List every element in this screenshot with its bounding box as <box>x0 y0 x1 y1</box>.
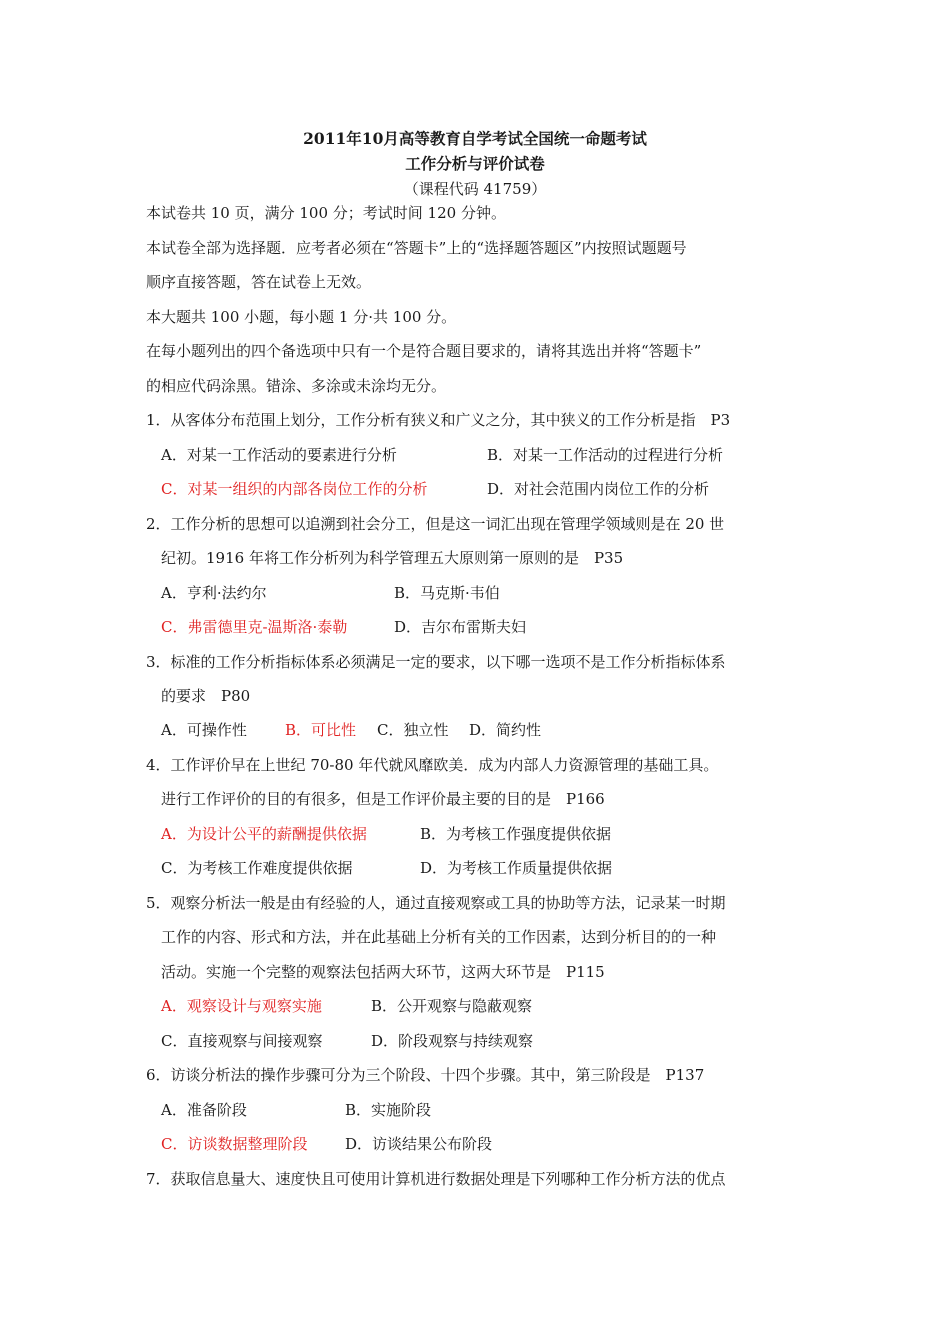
question-3-option-b-answer: B．可比性 <box>285 721 357 739</box>
question-4-option-c: C．为考核工作难度提供依据 <box>161 859 353 877</box>
question-5-stem: 工作的内容、形式和方法，并在此基础上分析有关的工作因素，达到分析目的的一种 <box>161 928 717 946</box>
question-4-option-a-answer: A．为设计公平的薪酬提供依据 <box>161 825 367 843</box>
question-4-stem: 进行工作评价的目的有很多，但是工作评价最主要的目的是 P166 <box>161 790 605 808</box>
question-6-stem: 6．访谈分析法的操作步骤可分为三个阶段、十四个步骤。其中，第三阶段是 P137 <box>146 1066 705 1084</box>
question-1-option-c-answer: C．对某一组织的内部各岗位工作的分析 <box>161 480 428 498</box>
question-2-option-b: B．马克斯·韦伯 <box>394 584 500 602</box>
question-5-option-d: D．阶段观察与持续观察 <box>371 1032 534 1050</box>
question-6-option-a: A．准备阶段 <box>161 1101 247 1119</box>
question-2-stem: 纪初。1916 年将工作分析列为科学管理五大原则第一原则的是 P35 <box>161 549 624 567</box>
question-5-option-a-answer: A．观察设计与观察实施 <box>161 997 322 1015</box>
question-2-option-a: A．亨利·法约尔 <box>161 584 267 602</box>
exam-subtitle: 工作分析与评价试卷 <box>405 154 545 173</box>
intro-line: 顺序直接答题，答在试卷上无效。 <box>146 273 372 291</box>
intro-line: 本试卷共 10 页，满分 100 分；考试时间 120 分钟。 <box>146 204 506 222</box>
question-3-option-d: D．简约性 <box>469 721 542 739</box>
exam-title: 2011年10月高等教育自学考试全国统一命题考试 <box>303 129 647 148</box>
question-3-option-c: C．独立性 <box>377 721 449 739</box>
question-1-option-a: A．对某一工作活动的要素进行分析 <box>161 446 397 464</box>
question-1-option-d: D．对社会范围内岗位工作的分析 <box>487 480 710 498</box>
question-3-stem: 的要求 P80 <box>161 687 251 705</box>
intro-line: 的相应代码涂黑。错涂、多涂或未涂均无分。 <box>146 377 447 395</box>
question-3-stem: 3．标准的工作分析指标体系必须满足一定的要求，以下哪一选项不是工作分析指标体系 <box>146 653 726 671</box>
question-2-stem: 2．工作分析的思想可以追溯到社会分工，但是这一词汇出现在管理学领域则是在 20 世 <box>146 515 725 533</box>
intro-line: 本大题共 100 小题，每小题 1 分·共 100 分。 <box>146 308 457 326</box>
question-5-stem: 活动。实施一个完整的观察法包括两大环节，这两大环节是 P115 <box>161 963 605 981</box>
question-5-option-b: B．公开观察与隐蔽观察 <box>371 997 533 1015</box>
question-6-option-b: B．实施阶段 <box>345 1101 432 1119</box>
question-1-stem: 1．从客体分布范围上划分，工作分析有狭义和广义之分，其中狭义的工作分析是指 P3 <box>146 411 731 429</box>
question-4-stem: 4．工作评价早在上世纪 70-80 年代就风靡欧美．成为内部人力资源管理的基础工具。 <box>146 756 719 774</box>
question-7-stem: 7．获取信息量大、速度快且可使用计算机进行数据处理是下列哪种工作分析方法的优点 <box>146 1170 726 1188</box>
course-code: （课程代码 41759） <box>403 180 547 198</box>
question-6-option-d: D．访谈结果公布阶段 <box>345 1135 493 1153</box>
intro-line: 本试卷全部为选择题．应考者必须在“答题卡”上的“选择题答题区”内按照试题题号 <box>146 239 687 257</box>
question-4-option-b: B．为考核工作强度提供依据 <box>420 825 612 843</box>
question-2-option-c-answer: C．弗雷德里克-温斯洛·泰勒 <box>161 618 348 636</box>
question-2-option-d: D．吉尔布雷斯夫妇 <box>394 618 527 636</box>
question-5-option-c: C．直接观察与间接观察 <box>161 1032 323 1050</box>
question-1-option-b: B．对某一工作活动的过程进行分析 <box>487 446 724 464</box>
question-4-option-d: D．为考核工作质量提供依据 <box>420 859 613 877</box>
question-6-option-c-answer: C．访谈数据整理阶段 <box>161 1135 308 1153</box>
question-5-stem: 5．观察分析法一般是由有经验的人，通过直接观察或工具的协助等方法，记录某一时期 <box>146 894 726 912</box>
intro-line: 在每小题列出的四个备选项中只有一个是符合题目要求的，请将其选出并将“答题卡” <box>146 342 702 360</box>
question-3-option-a: A．可操作性 <box>161 721 247 739</box>
